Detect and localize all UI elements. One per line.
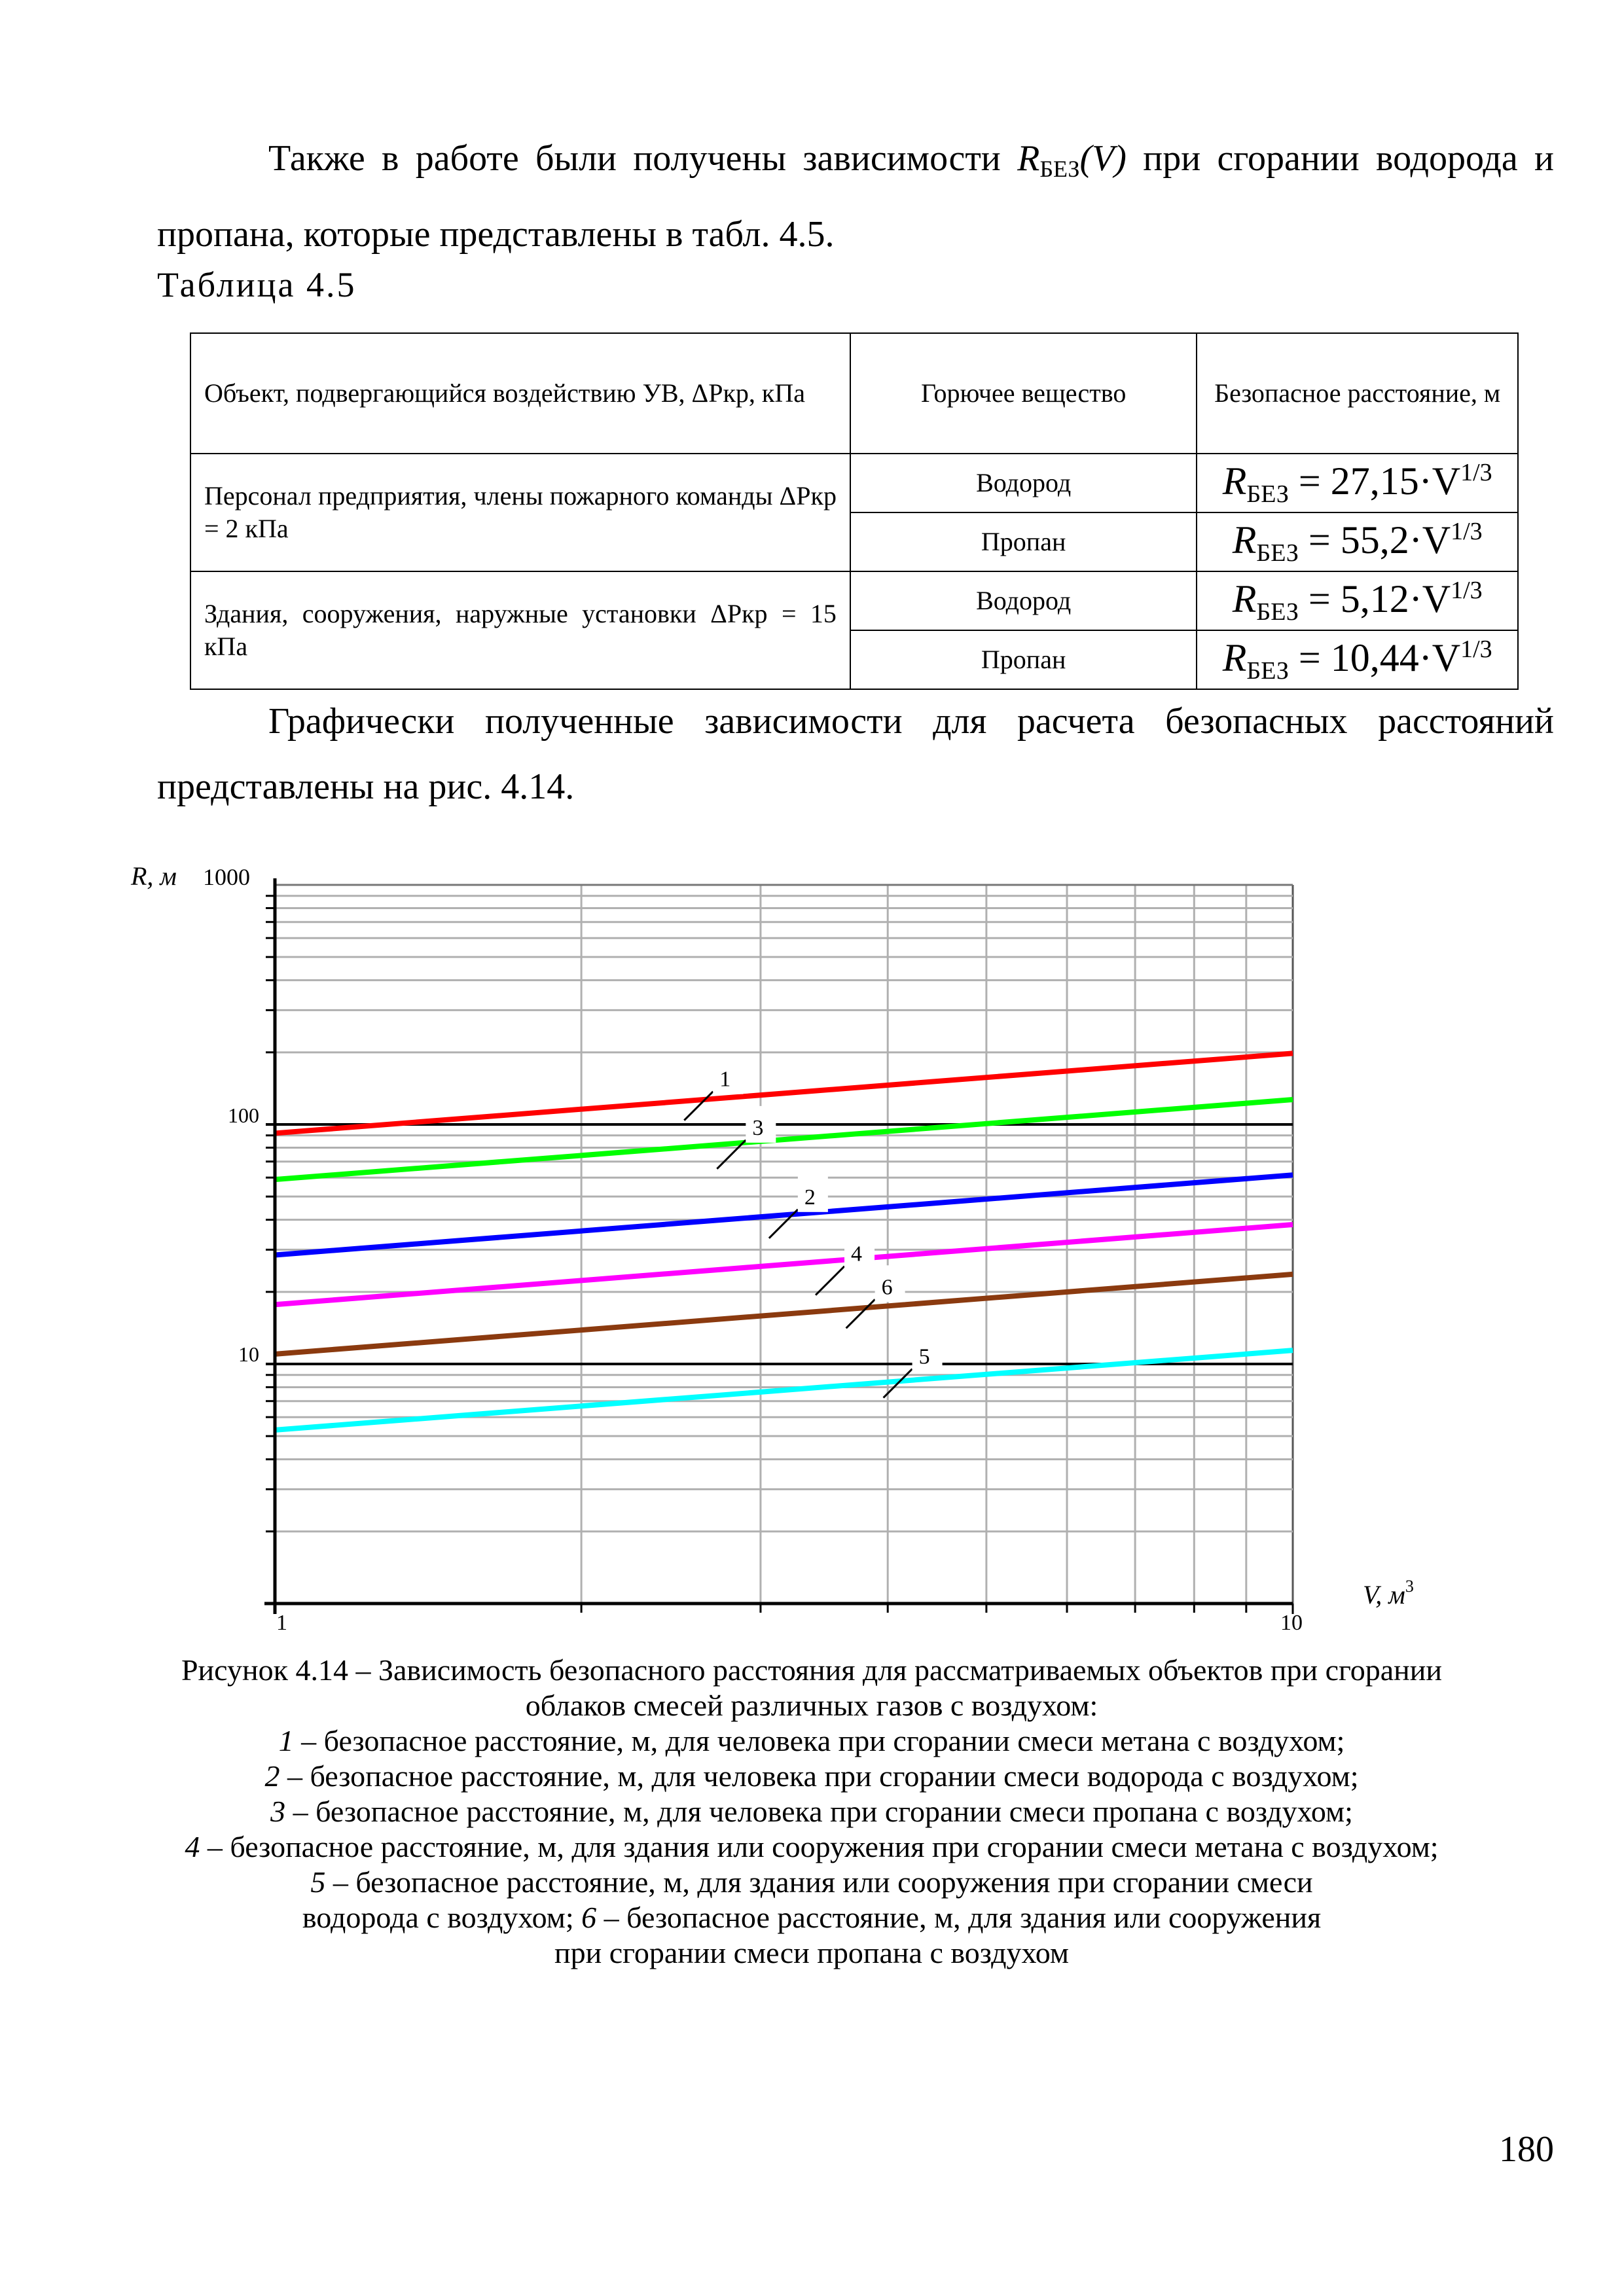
series-line-6 bbox=[275, 1274, 1293, 1354]
series-label-6: 6 bbox=[881, 1275, 893, 1300]
annotations bbox=[684, 1058, 942, 1398]
formula-cell: $R_{БЕЗ} = 10,44\cdot V^{1/3}$ bbox=[1197, 630, 1518, 689]
x-tick-10: 10 bbox=[1280, 1611, 1303, 1635]
intro-text-end: при сгорании водорода и пропана, которые представлены в табл. 4.5. bbox=[157, 138, 1554, 255]
fuel-cell: Пропан bbox=[850, 630, 1197, 689]
fuel-cell: Водород bbox=[850, 454, 1197, 512]
caption-line: при сгорании смеси пропана с воздухом bbox=[554, 1936, 1069, 1969]
y-tick-100: 100 bbox=[228, 1103, 259, 1127]
caption-item: 4 – безопасное расстояние, м, для здания или сооружения при сгорании смеси метана с воздухом; bbox=[185, 1830, 1439, 1863]
caption-item: 2 – безопасное расстояние, м, для человека при сгорании смеси водорода с воздухом; bbox=[264, 1759, 1359, 1793]
header-distance: Безопасное расстояние, м bbox=[1197, 333, 1518, 454]
series-line-2 bbox=[275, 1175, 1293, 1255]
formula-cell: $R_{БЕЗ} = 5,12\cdot V^{1/3}$ bbox=[1197, 571, 1518, 630]
r-symbol: R bbox=[1017, 138, 1040, 179]
para2-text: Графически полученные зависимости для расчета безопасных расстояний представлены на рис. 4.14. bbox=[157, 701, 1554, 807]
fuel-cell: Пропан bbox=[850, 512, 1197, 571]
page-number: 180 bbox=[1499, 2129, 1554, 2170]
intro-text: Также в работе были получены зависимости bbox=[268, 138, 1018, 179]
leader-line bbox=[846, 1299, 875, 1328]
series-label-4: 4 bbox=[851, 1242, 863, 1266]
y-tick-1000: 1000 bbox=[203, 864, 250, 890]
x-tick-1: 1 bbox=[276, 1611, 287, 1635]
object-personnel: Персонал предприятия, члены пожарного команды ΔPкр = 2 кПа bbox=[190, 454, 850, 571]
header-object: Объект, подвергающийся воздействию УВ, ΔPкр, кПа bbox=[190, 333, 850, 454]
r-subscript: БЕЗ bbox=[1039, 156, 1080, 182]
figure-caption bbox=[131, 1653, 1492, 1971]
y-tick-10: 10 bbox=[238, 1342, 259, 1366]
formula-cell: $R_{БЕЗ} = 55,2\cdot V^{1/3}$ bbox=[1197, 512, 1518, 571]
caption-item: водорода с воздухом; 6 – безопасное расстояние, м, для здания или сооружения bbox=[302, 1901, 1322, 1934]
y-axis-label-text: R, м bbox=[131, 861, 177, 891]
series-label-5: 5 bbox=[918, 1344, 930, 1369]
y-axis-label bbox=[130, 861, 177, 891]
caption-line: Рисунок 4.14 – Зависимость безопасного расстояния для рассматриваемых объектов при сгорании bbox=[181, 1653, 1443, 1687]
r-argument: (V) bbox=[1079, 138, 1127, 179]
header-fuel: Горючее вещество bbox=[850, 333, 1197, 454]
series-line-3 bbox=[275, 1100, 1293, 1179]
fuel-cell: Водород bbox=[850, 571, 1197, 630]
formula-cell: $R_{БЕЗ} = 27,15\cdot V^{1/3}$ bbox=[1197, 454, 1518, 512]
leader-line bbox=[816, 1266, 844, 1295]
series-line-1 bbox=[275, 1053, 1293, 1133]
x-axis-label: V, $м^3$ bbox=[1363, 1577, 1414, 1609]
caption-line: облаков смесей различных газов с воздухом: bbox=[525, 1689, 1098, 1722]
series-label-3: 3 bbox=[752, 1115, 764, 1140]
series-label-2: 2 bbox=[804, 1185, 816, 1210]
caption-item: 3 – безопасное расстояние, м, для человека при сгорании смеси пропана с воздухом; bbox=[270, 1795, 1353, 1828]
leader-line bbox=[684, 1092, 713, 1121]
object-buildings: Здания, сооружения, наружные установки ΔPкр = 15 кПа bbox=[190, 571, 850, 689]
table-caption: Таблица 4.5 bbox=[157, 265, 357, 304]
caption-item: 5 – безопасное расстояние, м, для здания или сооружения при сгорании смеси bbox=[310, 1865, 1313, 1899]
series-label-1: 1 bbox=[719, 1067, 731, 1092]
series-layer bbox=[275, 1053, 1293, 1429]
caption-item: 1 – безопасное расстояние, м, для человека при сгорании смеси метана с воздухом; bbox=[278, 1724, 1345, 1757]
